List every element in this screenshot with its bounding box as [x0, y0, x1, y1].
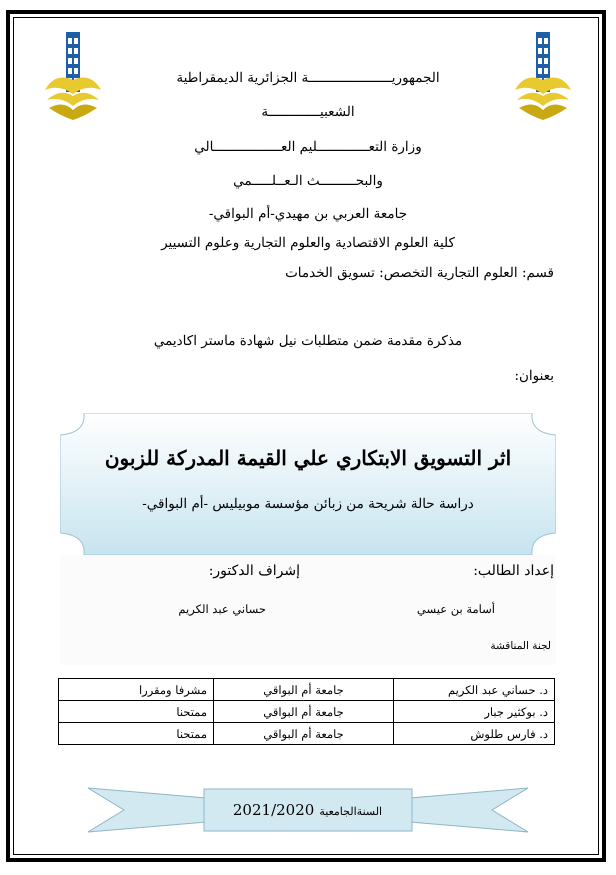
committee-member-university: جامعة أم البواقي: [214, 679, 394, 701]
supervisor-label: إشراف الدكتور:: [208, 563, 300, 579]
committee-member-role: ممتحنا: [59, 723, 214, 745]
republic-line: الجمهوريـــــــــــــــــــــة الجزائرية الديمقراطية: [176, 70, 440, 86]
title-banner: [60, 413, 556, 555]
popular-line: الشعبيـــــــــــــة: [261, 104, 355, 120]
department-line: قسم: العلوم التجارية التخصص: تسويق الخدمات: [285, 265, 554, 281]
academic-year-label: السنةالجامعية: [319, 805, 383, 818]
committee-member-name: د. حساني عبد الكريم: [394, 679, 555, 701]
table-row: [59, 679, 555, 701]
supervisor-name: حساني عبد الكريم: [178, 602, 266, 616]
memo-line: مذكرة مقدمة ضمن متطلبات نيل شهادة ماستر اكاديمي: [153, 333, 463, 349]
committee-member-name: د. فارس طلوش: [394, 723, 555, 745]
faculty-line: كلية العلوم الاقتصادية والعلوم التجارية وعلوم التسيير: [161, 235, 455, 251]
research-line: والبحـــــــــث الـعــلـــــمي: [233, 173, 383, 189]
academic-year: [205, 800, 410, 819]
committee-member-university: جامعة أم البواقي: [214, 723, 394, 745]
student-label: إعداد الطالب:: [473, 563, 554, 579]
committee-label: لجنة المناقشة: [490, 640, 551, 652]
thesis-title: اثر التسويق الابتكاري علي القيمة المدركة للزبون: [104, 446, 512, 470]
committee-member-university: جامعة أم البواقي: [214, 701, 394, 723]
university-line: جامعة العربي بن مهيدي-أم البواقي-: [208, 206, 408, 222]
ministry-line: وزارة التعـــــــــــــليم العـــــــــــــــــالي: [194, 139, 422, 155]
table-row: [59, 723, 555, 745]
academic-year-value: 2021/2020: [232, 801, 315, 819]
table-row: [59, 701, 555, 723]
committee-member-role: ممتحنا: [59, 701, 214, 723]
thesis-subtitle: دراسة حالة شريحة من زبائن مؤسسة موبيليس -أم البواقي-: [142, 496, 474, 512]
committee-member-name: د. بوكثير جبار: [394, 701, 555, 723]
committee-member-role: مشرفا ومقررا: [59, 679, 214, 701]
student-name: أسامة بن عيسي: [416, 602, 495, 616]
title-label: بعنوان:: [514, 368, 554, 384]
committee-table: [58, 678, 555, 745]
